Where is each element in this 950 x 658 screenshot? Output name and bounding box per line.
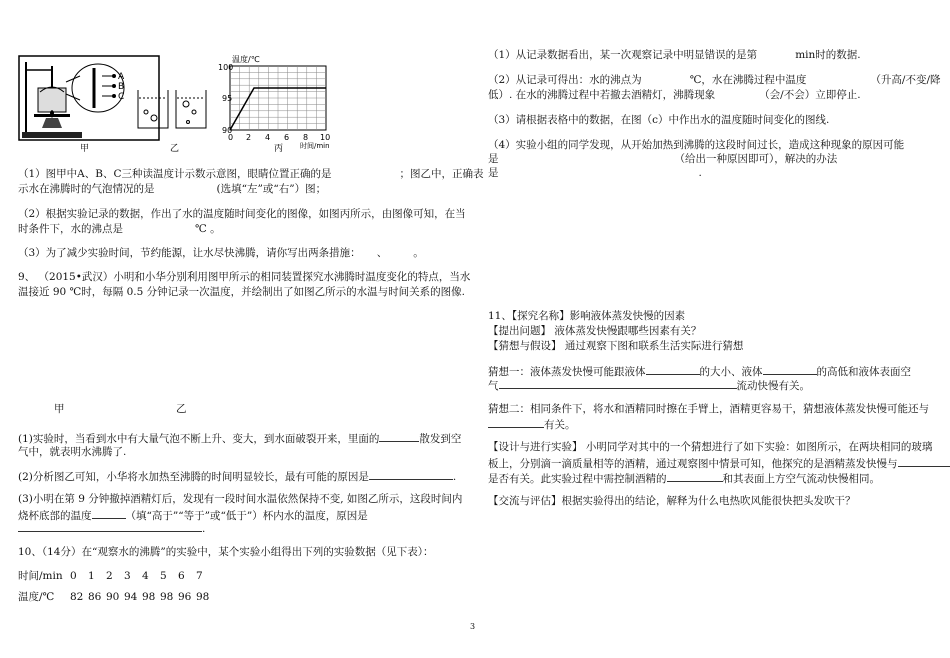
figure-group-q8: [18, 52, 348, 152]
q11-guess2-line1: 猜想二：相同条件下，将水和酒精同时擦在手臂上，酒精更容易干，猜想液体蒸发快慢可能还与: [488, 403, 929, 415]
caption-yi: 乙: [170, 144, 180, 152]
stand-base: [22, 132, 82, 138]
label-C: C: [118, 92, 125, 102]
q11-title: 11、【探究名称】影响液体蒸发快慢的因素: [488, 310, 686, 322]
xtick-2: 2: [246, 133, 252, 142]
ytick-100: 100: [218, 63, 234, 72]
q9-part1-line1: (1)实验时，当看到水中有大量气泡不断上升、变大，到水面破裂开来，里面的 散发到空: [18, 430, 461, 447]
q9-intro-line1: 9、 （2015•武汉）小明和小华分别利用图甲所示的相同装置探究水沸腾时温度变化的特点，当水: [18, 271, 471, 283]
q9-part1-line2: 气中，就表明水沸腾了.: [18, 446, 127, 458]
table-row-time: 时间/min 0 1 2 3 4 5 6 7: [18, 568, 214, 589]
q8-part1-line2: 示水在沸腾时的气泡情况的是 (选填“左”或“右”）图；: [18, 183, 327, 195]
ytick-90: 90: [222, 126, 233, 135]
xtick-0: 0: [228, 133, 234, 142]
q9-part2: (2)分析图乙可知，小华将水加热至沸腾的时间明显较长，最有可能的原因是 .: [18, 468, 456, 485]
time-header: 时间/min: [18, 570, 63, 582]
q10-part3: （3）请根据表格中的数据，在图（c）中作出水的温度随时间变化的图线.: [488, 114, 830, 126]
q11-guess2-line2: 有关。: [488, 416, 576, 433]
q10-part2-line1: （2）从记录可得出：水的沸点为 ℃，水在沸腾过程中温度 （升高/不变/降: [488, 74, 941, 86]
q9-caption-jia: 甲: [54, 403, 65, 415]
q10-data-table: [18, 568, 214, 610]
xtick-8: 8: [303, 133, 309, 142]
temp-header: 温度/℃: [18, 591, 55, 603]
q9-part3-line1: (3)小明在第 9 分钟撤掉酒精灯后，发现有一段时间水温依然保持不变, 如图乙所示，这段时间内: [18, 493, 463, 505]
label-B: B: [118, 82, 125, 92]
graph-xlabel: 时间/min: [300, 142, 330, 150]
q10-part1: （1）从记录数据看出，某一次观察记录中明显错误的是第 min时的数据.: [488, 49, 861, 61]
beaker-left: [138, 90, 168, 128]
q10-part4-line3: 是 .: [488, 167, 702, 179]
ytick-95: 95: [222, 94, 233, 103]
q11-hypothesis: 【猜想与假设】 通过观察下图和联系生活实际进行猜想: [488, 340, 744, 352]
q11-evaluation: 【交流与评估】根据实验得出的结论，解释为什么电热吹风能很快把头发吹干？: [488, 495, 856, 507]
figure-apparatus: [18, 52, 348, 152]
q8-part1-line1: （1）图甲中A、B、C三种读温度计示数示意图，眼睛位置正确的是 ；图乙中，正确表: [18, 168, 484, 180]
q9-part3-line2: 烧杯底部的温度 （填“高于”“等于”或“低于”）杯内水的温度，原因是: [18, 507, 368, 524]
caption-jia: 甲: [80, 144, 90, 152]
q11-design-line3: 是否有关。此实验过程中需控制酒精的 和其表面上方空气流动快慢相同。: [488, 470, 880, 487]
q9-intro-line2: 温接近 90 ℃时，每隔 0.5 分钟记录一次温度，并绘制出了如图乙所示的水温与时间关系的图像.: [18, 286, 465, 298]
q11-guess1-line2: 气 流动快慢有关。: [488, 377, 810, 394]
table-row-temp: 温度/℃ 82 86 90 94 98 98 96 98: [18, 589, 214, 610]
caption-bing: 丙: [274, 144, 284, 152]
alcohol-lamp: [42, 118, 62, 128]
q11-guess1-line1: 猜想一：液体蒸发快慢可能跟液体 的大小、液体 的高低和液体表面空: [488, 363, 911, 380]
beaker-jia: [38, 88, 66, 112]
q11-design-line2: 板上，分别滴一滴质量相等的酒精，通过观察图中情景可知，他探究的是酒精蒸发快慢与: [488, 455, 950, 472]
q10-intro: 10、（14分）在“观察水的沸腾”的实验中，某个实验小组得出下列的实验数据（见下表）：: [18, 546, 434, 558]
xtick-6: 6: [284, 133, 290, 142]
q11-question: 【提出问题】 液体蒸发快慢跟哪些因素有关？: [488, 325, 702, 337]
page-number: 3: [470, 622, 476, 631]
q9-caption-yi: 乙: [176, 403, 187, 415]
xtick-4: 4: [265, 133, 271, 142]
q10-part4-line1: （4）实验小组的同学发现，从开始加热到沸腾的这段时间过长，造成这种现象的原因可能: [488, 139, 905, 151]
label-A: A: [118, 72, 125, 82]
graph-ylabel: 温度/℃: [232, 55, 260, 64]
q8-part2-line1: （2）根据实验记录的数据，作出了水的温度随时间变化的图像，如图丙所示，由图像可知，在当: [18, 208, 466, 220]
wire-gauze: [34, 114, 70, 117]
graph-bing: [218, 54, 330, 150]
q8-part2-line2: 时条件下，水的沸点是 ℃ 。: [18, 223, 221, 235]
xtick-10: 10: [320, 133, 331, 142]
q10-part4-line2: 是 （给出一种原因即可），解决的办法: [488, 153, 838, 165]
q8-part3: （3）为了减少实验时间，节约能源，让水尽快沸腾，请你写出两条措施： 、 。: [18, 247, 424, 259]
beaker-right: [176, 90, 206, 128]
q10-part2-line2: 低）. 在水的沸腾过程中若撤去酒精灯，沸腾现象 （会/不会）立即停止.: [488, 89, 861, 101]
q9-part3-line3: .: [18, 520, 205, 537]
q11-design-line1: 【设计与进行实验】 小明同学对其中的一个猜想进行了如下实验：如图所示，在两块相同的玻璃: [488, 441, 933, 453]
magnifier-circle: [72, 64, 124, 112]
